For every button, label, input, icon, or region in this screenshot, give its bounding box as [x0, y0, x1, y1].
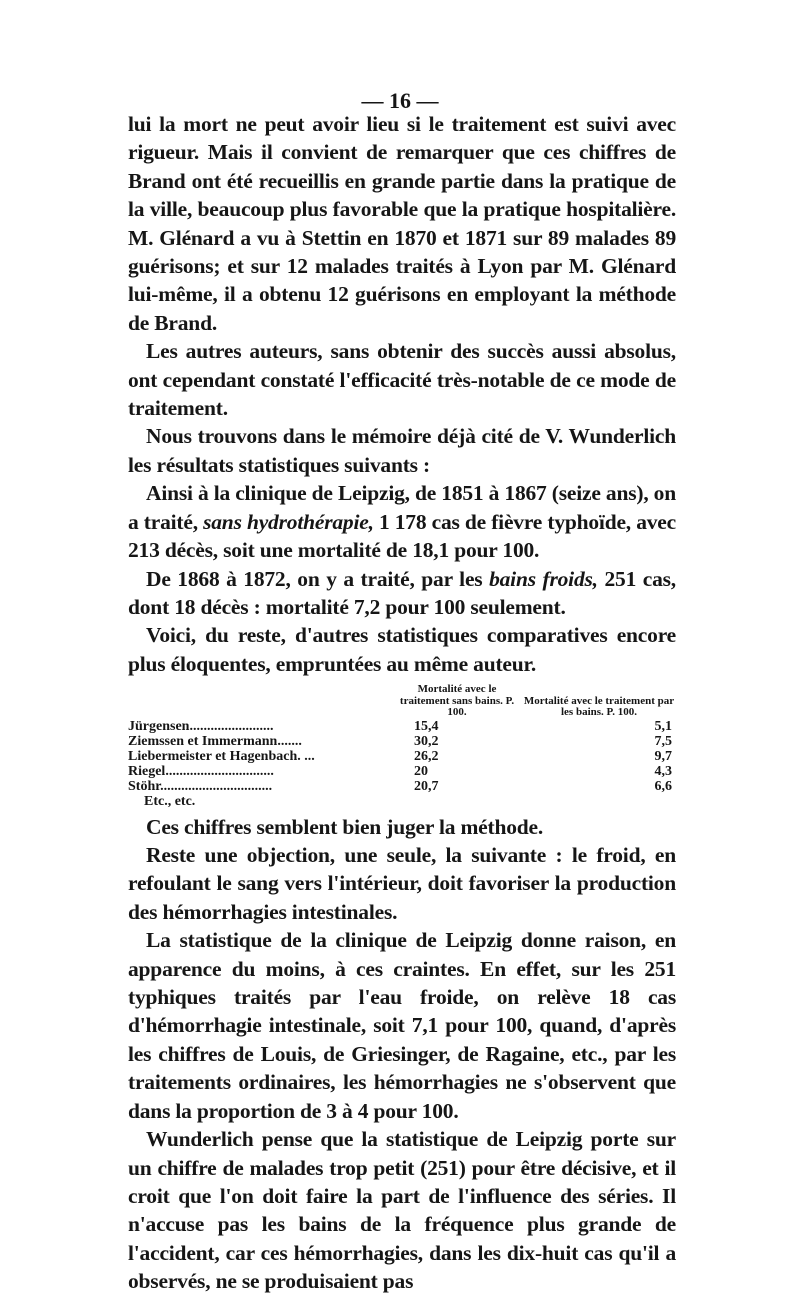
paragraph-4: Ainsi à la clinique de Leipzig, de 1851 à 1867 (seize ans), on a traité, sans hydrothérapie, 1 178 cas de fièvre typhoïde, avec 213 décès, soit une mortalité de 18,1 pour 100.: [128, 481, 676, 563]
value-sans-bains: 20: [414, 763, 428, 779]
italic-phrase: sans hydrothérapie,: [203, 509, 374, 534]
value-par-bains: 9,7: [654, 748, 672, 764]
paragraph-9: La statistique de la clinique de Leipzig donne raison, en apparence du moins, à ces craintes. En effet, sur les 251 typhiques traités par l'eau froide, on relève 18 cas d'hémorrhagie intestinale, soit 7,1 pour 100, quand, d'après les chiffres de Louis, de Griesinger, de Ragaine, etc., par les traitements ordinaires, les hémorrhagies ne s'observent que dans la proportion de 3 à 4 pour 100.: [128, 928, 676, 1123]
table-row: Jürgensen........................ 15,4 5,1: [128, 719, 676, 734]
author-name: Stöhr: [128, 778, 161, 794]
table-row: Ziemssen et Immermann....... 30,2 7,5: [128, 734, 676, 749]
paragraph-5: De 1868 à 1872, on y a traité, par les bains froids, 251 cas, dont 18 décès : mortalité 7,2 pour 100 seulement.: [128, 566, 676, 619]
value-sans-bains: 30,2: [414, 733, 439, 749]
paragraph-1: lui la mort ne peut avoir lieu si le traitement est suivi avec rigueur. Mais il convient de remarquer que ces chiffres de Brand ont été recueillis en grande partie dans la pratique de la ville, beaucoup plus favorable que la pratique hospitalière. M. Glénard a vu à Stettin en 1870 et 1871 sur 89 malades 89 guérisons; et sur 12 malades traités à Lyon par M. Glénard lui-même, il a obtenu 12 guérisons en employant la méthode de Brand.: [128, 112, 676, 335]
paragraph-10: Wunderlich pense que la statistique de Leipzig porte sur un chiffre de malades trop petit (251) pour être décisive, et il croit que l'on doit faire la part de l'influence des séries. Il n'accuse pas les bains de la fréquence plus grande de l'accident, car ces hémorrhagies, dans les dix-huit cas qu'il a observés, ne se produisaient pas: [128, 1127, 676, 1294]
table-row: Riegel............................... 20 4,3: [128, 764, 676, 779]
value-par-bains: 7,5: [654, 733, 672, 749]
author-name: Liebermeister et Hagenbach: [128, 748, 298, 764]
paragraph-7: Ces chiffres semblent bien juger la méthode.: [146, 814, 544, 839]
value-sans-bains: 15,4: [414, 718, 439, 734]
body-text: [128, 110, 676, 1296]
value-par-bains: 4,3: [654, 763, 672, 779]
mortality-table: [128, 684, 676, 809]
value-par-bains: 6,6: [654, 778, 672, 794]
italic-phrase: bains froids,: [489, 566, 598, 591]
table-row: Stöhr................................ 20,7 6,6: [128, 779, 676, 794]
author-name: Riegel: [128, 763, 166, 779]
paragraph-6: Voici, du reste, d'autres statistiques comparatives encore plus éloquentes, empruntées au même auteur.: [128, 623, 676, 676]
paragraph-2: Les autres auteurs, sans obtenir des succès aussi absolus, ont cependant constaté l'efficacité très-notable de ce mode de traitement.: [128, 339, 676, 421]
author-name: Jürgensen: [128, 718, 190, 734]
paragraph-3: Nous trouvons dans le mémoire déjà cité de V. Wunderlich les résultats statistiques suivants :: [128, 424, 676, 477]
col-header-par-bains: Mortalité avec le traitement par les bains. P. 100.: [523, 694, 675, 719]
table-row: Liebermeister et Hagenbach. ... 26,2 9,7: [128, 749, 676, 764]
author-name: Ziemssen et Immermann: [128, 733, 278, 749]
page-number: — 16 —: [361, 88, 439, 113]
value-sans-bains: 20,7: [414, 778, 439, 794]
col-header-sans-bains: Mortalité avec le traitement sans bains. P. 100.: [399, 683, 515, 719]
value-sans-bains: 26,2: [414, 748, 439, 764]
value-par-bains: 5,1: [654, 718, 672, 734]
table-etc: Etc., etc.: [144, 793, 196, 809]
table-header: [128, 684, 676, 719]
paragraph-8: Reste une objection, une seule, la suivante : le froid, en refoulant le sang vers l'intérieur, doit favoriser la production des hémorrhagies intestinales.: [128, 843, 676, 924]
